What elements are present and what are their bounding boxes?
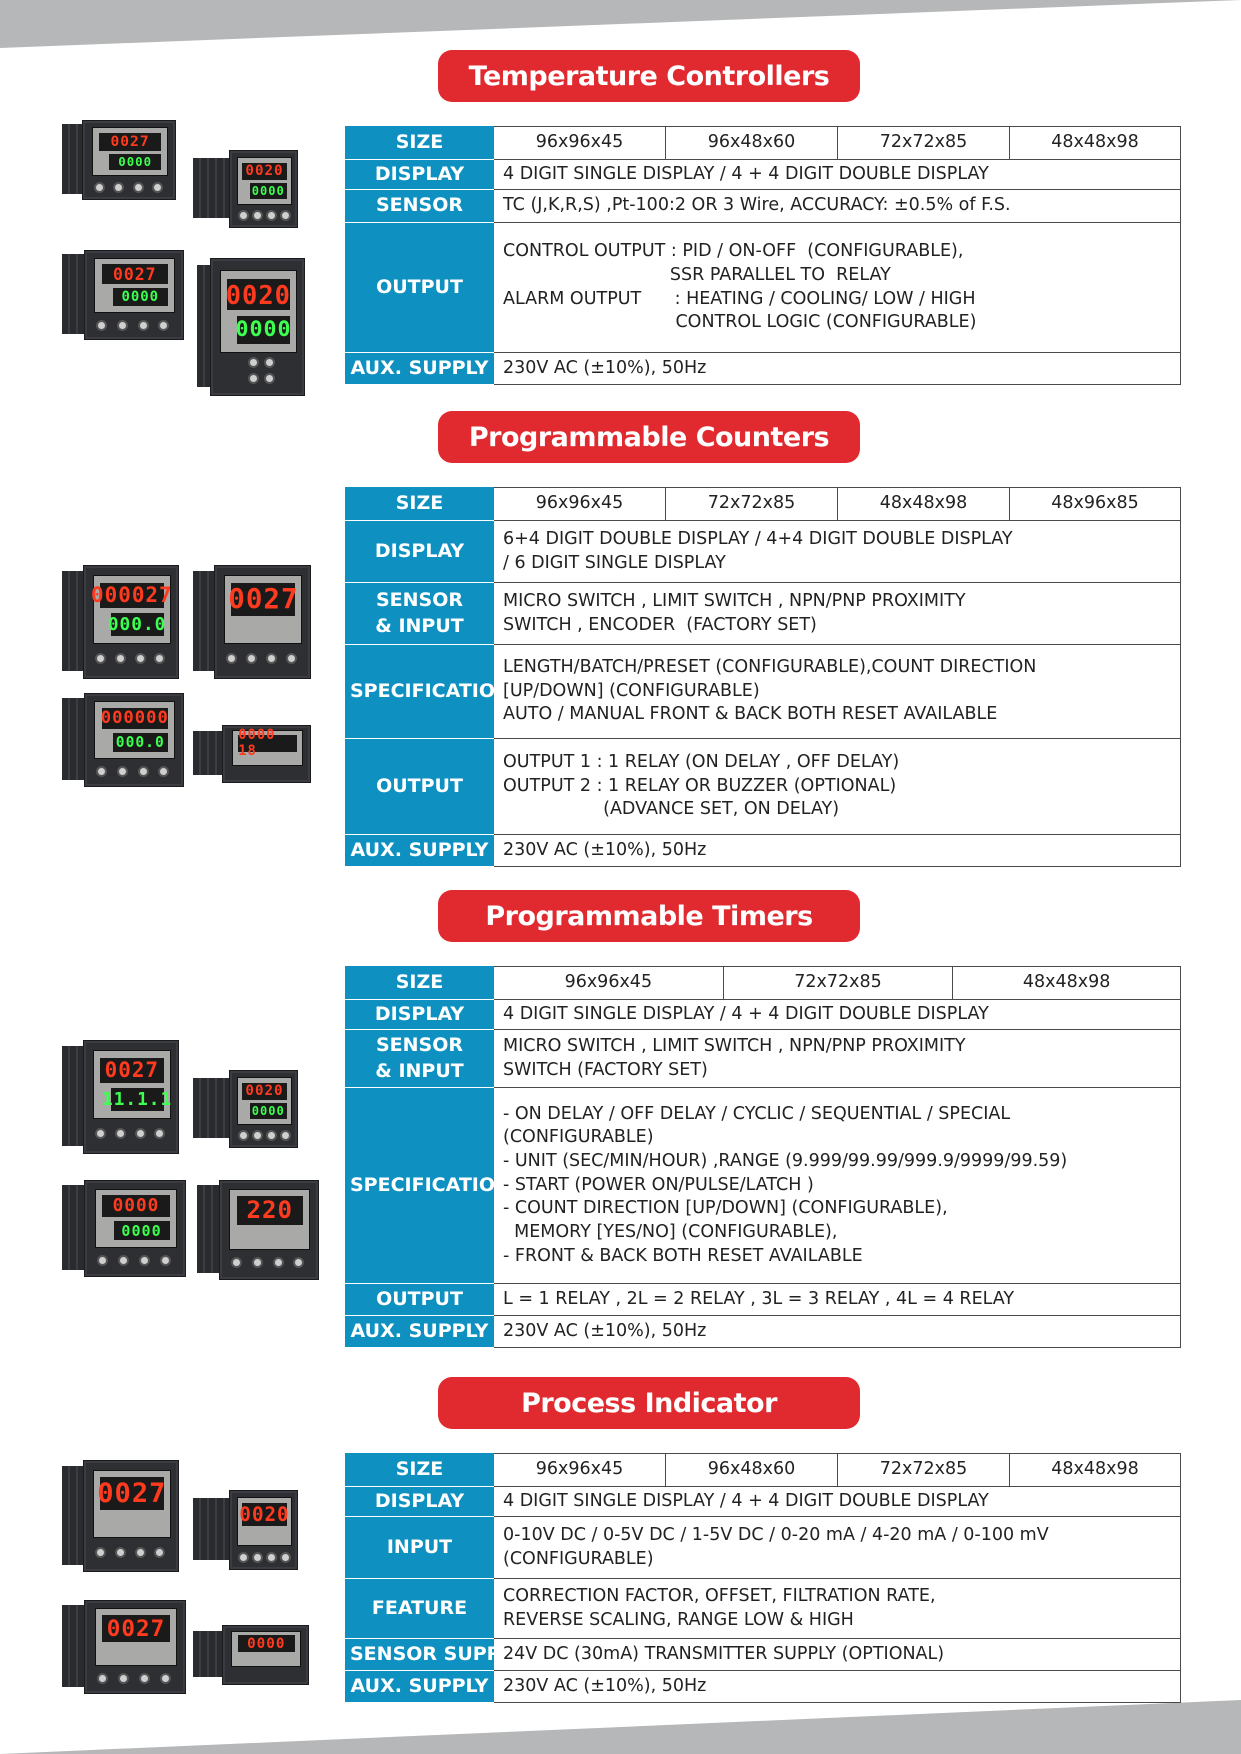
device-button: [238, 210, 249, 221]
row-label: AUX. SUPPLY: [346, 1671, 494, 1703]
segment-display: 0020: [242, 1083, 287, 1100]
device-button: [118, 1673, 129, 1684]
device-front-panel: [214, 565, 311, 679]
device-photo: [193, 725, 309, 781]
spec-row: [346, 1671, 1181, 1703]
row-value: [494, 835, 1181, 867]
device-button: [152, 182, 163, 193]
device-button: [293, 1257, 304, 1268]
section-title: Programmable Timers: [438, 890, 860, 942]
size-cells: [494, 127, 1181, 160]
segment-display: 0000: [109, 154, 160, 170]
spec-table: [345, 966, 1181, 1348]
device-photo: [62, 120, 174, 198]
value-line: (ADVANCE SET, ON DELAY): [503, 799, 840, 820]
device-button: [115, 653, 126, 664]
device-screen: [232, 727, 304, 766]
value-line: SWITCH (FACTORY SET): [503, 1059, 708, 1080]
device-front-panel: [83, 1040, 179, 1154]
device-photo: [62, 565, 177, 677]
size-option: 48x48x98: [838, 488, 1010, 520]
device-screen: [237, 157, 293, 205]
device-button: [138, 766, 149, 777]
value-line: 230V AC (±10%), 50Hz: [503, 839, 707, 860]
row-label: AUX. SUPPLY: [346, 353, 494, 385]
device-photo: [62, 693, 182, 785]
segment-display: 0027: [102, 264, 168, 284]
spec-row: [346, 1316, 1181, 1348]
device-screen: [220, 270, 297, 354]
segment-display: 0000: [102, 1195, 169, 1217]
value-line: MICRO SWITCH , LIMIT SWITCH , NPN/PNP PROXIMITY: [503, 1035, 966, 1056]
device-button: [158, 320, 169, 331]
spec-row: [346, 1639, 1181, 1671]
row-label: AUX. SUPPLY: [346, 1316, 494, 1348]
value-line: CORRECTION FACTOR, OFFSET, FILTRATION RATE,: [503, 1585, 936, 1606]
row-value: [494, 645, 1181, 739]
segment-display: 0027: [97, 1478, 167, 1510]
size-option: 72x72x85: [666, 488, 838, 520]
device-button: [139, 1255, 150, 1266]
device-button: [273, 1257, 284, 1268]
row-label: OUTPUT: [346, 739, 494, 835]
row-value: [494, 1000, 1181, 1030]
size-cells: [494, 488, 1181, 521]
spec-row: [346, 1088, 1181, 1284]
device-button: [280, 1130, 291, 1141]
value-line: - UNIT (SEC/MIN/HOUR) ,RANGE (9.999/99.99/999.9/9999/99.59): [503, 1151, 1068, 1172]
device-screen: [93, 1470, 170, 1538]
device-button: [135, 653, 146, 664]
top-decor-band: [0, 0, 1241, 48]
device-photo: [62, 1600, 184, 1692]
device-photo: [62, 250, 182, 338]
size-option: 72x72x85: [723, 967, 953, 999]
device-button: [160, 1673, 171, 1684]
value-line: SSR PARALLEL TO RELAY: [503, 264, 891, 285]
spec-row: [346, 488, 1181, 521]
device-housing: [193, 1078, 234, 1139]
size-option: 72x72x85: [838, 1454, 1010, 1486]
device-photo: [62, 1180, 184, 1275]
device-front-panel: [222, 1625, 310, 1685]
value-line: - COUNT DIRECTION [UP/DOWN] (CONFIGURABLE),: [503, 1198, 948, 1219]
row-value: [494, 1517, 1181, 1579]
device-photo: [62, 1040, 177, 1152]
row-label: SENSOR SUPPLY: [346, 1639, 494, 1671]
row-label: DISPLAY: [346, 1000, 494, 1030]
device-photo: [193, 1490, 296, 1568]
spec-row: [346, 967, 1181, 1000]
device-button: [96, 320, 107, 331]
device-photo: [193, 1625, 307, 1683]
device-photo: [197, 258, 303, 394]
segment-display: 0027: [99, 133, 161, 151]
size-option: 48x96x85: [1010, 488, 1181, 520]
row-label: DISPLAY: [346, 521, 494, 583]
row-value: [494, 190, 1181, 223]
device-button: [160, 1255, 171, 1266]
segment-display: 000000: [100, 708, 169, 729]
device-button: [238, 1130, 249, 1141]
spec-row: [346, 1487, 1181, 1517]
spec-row: [346, 1579, 1181, 1639]
value-line: / 6 DIGIT SINGLE DISPLAY: [503, 552, 726, 573]
device-front-panel: [222, 725, 311, 783]
device-screen: [231, 1631, 301, 1668]
device-photo: [197, 1180, 317, 1278]
row-value: [494, 160, 1181, 190]
spec-row: [346, 190, 1181, 223]
device-button: [264, 357, 275, 368]
row-label: SPECIFICATION: [346, 1088, 494, 1284]
row-label: SENSOR & INPUT: [346, 583, 494, 645]
section-title: Programmable Counters: [438, 411, 860, 463]
row-label: DISPLAY: [346, 160, 494, 190]
value-line: OUTPUT 1 : 1 RELAY (ON DELAY , OFF DELAY): [503, 752, 900, 773]
segment-display: 0000 18: [238, 735, 296, 752]
row-label: AUX. SUPPLY: [346, 835, 494, 867]
device-button: [158, 766, 169, 777]
device-button: [117, 766, 128, 777]
device-screen: [93, 1050, 173, 1119]
device-button: [246, 653, 257, 664]
device-front-panel: [83, 1460, 179, 1572]
value-line: - START (POWER ON/PULSE/LATCH ): [503, 1174, 814, 1195]
device-button: [97, 1255, 108, 1266]
size-option: 48x48x98: [1010, 127, 1181, 159]
spec-row: [346, 835, 1181, 867]
spec-row: [346, 645, 1181, 739]
device-photo: [193, 1070, 296, 1146]
device-button: [248, 373, 259, 384]
size-cells: [494, 967, 1181, 1000]
device-button: [138, 320, 149, 331]
device-front-panel: [229, 150, 298, 228]
row-value: [494, 1639, 1181, 1671]
spec-row: [346, 1454, 1181, 1487]
device-button: [94, 182, 105, 193]
device-button: [117, 320, 128, 331]
spec-table: [345, 126, 1181, 385]
size-option: 96x96x45: [535, 493, 624, 514]
device-button: [118, 1255, 129, 1266]
segment-display: 0000: [250, 1103, 287, 1119]
segment-display: 0020: [239, 1503, 290, 1527]
value-line: 230V AC (±10%), 50Hz: [503, 1320, 707, 1341]
row-value: [494, 223, 1181, 353]
segment-display: 0027: [228, 583, 299, 616]
device-button: [95, 653, 106, 664]
device-front-panel: [229, 1490, 298, 1570]
row-label: SPECIFICATION: [346, 645, 494, 739]
spec-row: [346, 1284, 1181, 1316]
device-button: [266, 1552, 277, 1563]
device-button: [226, 653, 237, 664]
value-line: CONTROL LOGIC (CONFIGURABLE): [503, 312, 977, 333]
row-value: [494, 1316, 1181, 1348]
device-button: [96, 766, 107, 777]
device-photo: [193, 565, 309, 677]
value-line: LENGTH/BATCH/PRESET (CONFIGURABLE),COUNT DIRECTION: [503, 657, 1037, 678]
value-line: - FRONT & BACK BOTH RESET AVAILABLE: [503, 1245, 863, 1266]
row-label: OUTPUT: [346, 223, 494, 353]
device-front-panel: [83, 565, 179, 679]
device-front-panel: [210, 258, 305, 396]
size-option: 48x48x98: [953, 967, 1180, 999]
device-button: [135, 1547, 146, 1558]
device-screen: [95, 1608, 177, 1665]
device-button: [95, 1547, 106, 1558]
device-photo: [193, 150, 296, 226]
value-line: MEMORY [YES/NO] (CONFIGURABLE),: [503, 1221, 838, 1242]
size-option: 48x48x98: [1010, 1454, 1181, 1486]
value-line: ALARM OUTPUT : HEATING / COOLING/ LOW / HIGH: [503, 288, 976, 309]
value-line: MICRO SWITCH , LIMIT SWITCH , NPN/PNP PROXIMITY: [503, 590, 966, 611]
value-line: REVERSE SCALING, RANGE LOW & HIGH: [503, 1609, 854, 1630]
row-label: SIZE: [346, 967, 494, 1000]
device-button: [154, 1547, 165, 1558]
segment-display: 0000: [114, 1221, 170, 1240]
device-button: [231, 1257, 242, 1268]
device-button: [286, 653, 297, 664]
row-label: FEATURE: [346, 1579, 494, 1639]
spec-table: [345, 487, 1181, 867]
spec-row: [346, 521, 1181, 583]
segment-display: 0000: [235, 317, 292, 343]
size-option: 96x96x45: [535, 132, 624, 153]
segment-display: 0027: [102, 1615, 169, 1643]
row-label: SENSOR: [346, 190, 494, 223]
segment-display: 220: [237, 1196, 303, 1225]
row-value: [494, 353, 1181, 385]
device-front-panel: [84, 1600, 186, 1694]
value-line: 24V DC (30mA) TRANSMITTER SUPPLY (OPTIONAL): [503, 1643, 945, 1664]
spec-row: [346, 1000, 1181, 1030]
value-line: SWITCH , ENCODER (FACTORY SET): [503, 614, 817, 635]
device-button: [252, 1552, 263, 1563]
spec-row: [346, 583, 1181, 645]
spec-table: [345, 1453, 1181, 1703]
device-screen: [92, 127, 167, 176]
spec-row: [346, 127, 1181, 160]
device-button: [139, 1673, 150, 1684]
row-label: INPUT: [346, 1517, 494, 1579]
device-button: [135, 1128, 146, 1139]
value-line: CONTROL OUTPUT : PID / ON-OFF (CONFIGURABLE),: [503, 241, 964, 262]
segment-display: 0020: [242, 163, 287, 180]
spec-row: [346, 160, 1181, 190]
device-front-panel: [84, 250, 184, 340]
spec-row: [346, 353, 1181, 385]
row-value: [494, 583, 1181, 645]
row-label: DISPLAY: [346, 1487, 494, 1517]
device-button: [238, 1552, 249, 1563]
row-label: SIZE: [346, 1454, 494, 1487]
row-value: [494, 739, 1181, 835]
value-line: OUTPUT 2 : 1 RELAY OR BUZZER (OPTIONAL): [503, 775, 897, 796]
device-button: [252, 1257, 263, 1268]
row-value: [494, 1487, 1181, 1517]
bottom-decor-band: [0, 1700, 1241, 1754]
value-line: TC (J,K,R,S) ,Pt-100:2 OR 3 Wire, ACCURACY: ±0.5% of F.S.: [503, 195, 1011, 216]
device-screen: [94, 258, 175, 313]
device-button: [154, 653, 165, 664]
device-front-panel: [84, 693, 184, 787]
device-button: [266, 1130, 277, 1141]
device-screen: [237, 1077, 293, 1125]
value-line: 0-10V DC / 0-5V DC / 1-5V DC / 0-20 mA / 4-20 mA / 0-100 mV: [503, 1524, 1049, 1545]
device-button: [154, 1128, 165, 1139]
device-button: [133, 182, 144, 193]
size-option: 96x96x45: [564, 972, 653, 993]
row-value: [494, 1284, 1181, 1316]
device-button: [115, 1128, 126, 1139]
value-line: 4 DIGIT SINGLE DISPLAY / 4 + 4 DIGIT DOUBLE DISPLAY: [503, 163, 989, 184]
device-button: [280, 1552, 291, 1563]
device-button: [115, 1547, 126, 1558]
value-line: [UP/DOWN] (CONFIGURABLE): [503, 680, 760, 701]
device-screen: [224, 575, 302, 644]
device-photo: [62, 1460, 177, 1570]
device-button: [248, 357, 259, 368]
device-front-panel: [219, 1180, 319, 1280]
segment-display: 11.1.1: [101, 1088, 173, 1110]
device-button: [266, 653, 277, 664]
value-line: AUTO / MANUAL FRONT & BACK BOTH RESET AVAILABLE: [503, 704, 998, 725]
size-cells: [494, 1454, 1181, 1487]
value-line: 4 DIGIT SINGLE DISPLAY / 4 + 4 DIGIT DOUBLE DISPLAY: [503, 1490, 989, 1511]
value-line: 6+4 DIGIT DOUBLE DISPLAY / 4+4 DIGIT DOUBLE DISPLAY: [503, 528, 1013, 549]
row-label: SENSOR & INPUT: [346, 1030, 494, 1088]
row-value: [494, 1671, 1181, 1703]
value-line: 230V AC (±10%), 50Hz: [503, 357, 707, 378]
segment-display: 0000: [113, 288, 168, 306]
device-housing: [193, 158, 234, 219]
device-screen: [94, 701, 175, 758]
device-button: [264, 373, 275, 384]
size-option: 96x48x60: [666, 127, 838, 159]
device-screen: [229, 1189, 310, 1250]
device-button: [252, 210, 263, 221]
size-option: 96x96x45: [535, 1459, 624, 1480]
device-screen: [237, 1497, 293, 1546]
segment-display: 0000: [250, 183, 287, 199]
row-value: [494, 1030, 1181, 1088]
row-label: OUTPUT: [346, 1284, 494, 1316]
size-option: 96x48x60: [666, 1454, 838, 1486]
device-front-panel: [84, 1180, 186, 1277]
value-line: (CONFIGURABLE): [503, 1548, 654, 1569]
segment-display: 0027: [100, 1058, 163, 1084]
device-button: [95, 1128, 106, 1139]
segment-display: 000.0: [113, 733, 168, 752]
device-button: [252, 1130, 263, 1141]
device-button: [280, 210, 291, 221]
segment-display: 0020: [225, 279, 291, 310]
segment-display: 0000: [238, 1635, 295, 1652]
value-line: 230V AC (±10%), 50Hz: [503, 1675, 707, 1696]
row-value: [494, 1088, 1181, 1284]
device-screen: [95, 1189, 177, 1248]
size-option: 72x72x85: [838, 127, 1010, 159]
device-button: [266, 210, 277, 221]
row-value: [494, 1579, 1181, 1639]
row-label: SIZE: [346, 488, 494, 521]
segment-display: 000027: [91, 583, 173, 608]
row-value: [494, 521, 1181, 583]
spec-row: [346, 1517, 1181, 1579]
device-button: [97, 1673, 108, 1684]
device-front-panel: [82, 120, 176, 200]
device-front-panel: [229, 1070, 298, 1148]
value-line: 4 DIGIT SINGLE DISPLAY / 4 + 4 DIGIT DOUBLE DISPLAY: [503, 1003, 989, 1024]
device-button: [113, 182, 124, 193]
section-title: Process Indicator: [438, 1377, 860, 1429]
value-line: - ON DELAY / OFF DELAY / CYCLIC / SEQUENTIAL / SPECIAL: [503, 1103, 1011, 1124]
spec-row: [346, 223, 1181, 353]
segment-display: 000.0: [107, 613, 167, 635]
device-screen: [91, 575, 173, 644]
row-label: SIZE: [346, 127, 494, 160]
value-line: (CONFIGURABLE): [503, 1127, 654, 1148]
spec-row: [346, 1030, 1181, 1088]
section-title: Temperature Controllers: [438, 50, 860, 102]
device-housing: [193, 1498, 234, 1560]
spec-row: [346, 739, 1181, 835]
value-line: L = 1 RELAY , 2L = 2 RELAY , 3L = 3 RELAY , 4L = 4 RELAY: [503, 1288, 1015, 1309]
